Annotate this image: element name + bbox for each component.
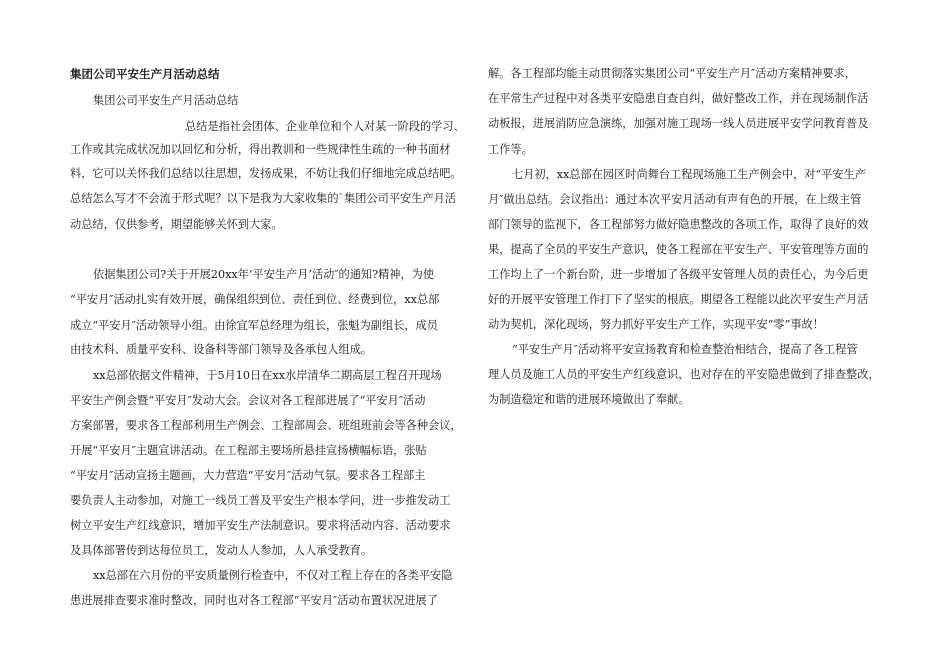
paragraph-line: 总结是指社会团体、企业单位和个人对某一阶段的学习、: [185, 120, 465, 133]
paragraph-line: “平安月″活动扎实有效开展，确保组织到位、责任到位、经费到位，xx总部: [70, 293, 440, 306]
paragraph-line: “平安月″活动宣扬主题画，大力营造“平安月″活动气氛。要求各工程部主: [70, 469, 426, 482]
paragraph-line: 成立“平安月″活动领导小组。由徐宜军总经理为组长，张魁为副组长，成员: [70, 319, 438, 332]
paragraph-line: 总结怎么写才不会流于形式呢？以下是我为大家收集的`集团公司平安生产月活: [70, 192, 456, 205]
paragraph-line: 工作或其完成状况加以回忆和分析，得出教训和一些规律性生疏的一种书面材: [70, 143, 451, 156]
paragraph-line: 动板报，进展消防应急演练，加强对施工现场一线人员进展平安学问教育普及: [488, 117, 869, 130]
paragraph-line: xx总部在六月份的平安质量例行检查中，不仅对工程上存在的各类平安隐: [93, 569, 453, 582]
paragraph-line: 工作等。: [488, 143, 533, 156]
paragraph-line: 月″做出总结。会议指出：通过本次平安月活动有声有色的开展，在上级主管: [488, 193, 862, 206]
paragraph-line: 方案部署，要求各工程部利用生产例会、工程部周会、班组班前会等各种会议，: [70, 419, 462, 432]
paragraph-line: 树立平安生产红线意识，增加平安生产法制意识。要求将活动内容、活动要求: [70, 519, 451, 532]
paragraph-line: 为制造稳定和谐的进展环境做出了奉献。: [488, 393, 690, 406]
paragraph-line: 动总结，仅供参考，期望能够关怀到大家。: [70, 218, 283, 231]
paragraph-line: 动为契机，深化现场，努力抓好平安生产工作，实现平安“零”事故！: [488, 318, 824, 331]
document-title: 集团公司平安生产月活动总结: [70, 67, 220, 81]
paragraph-line: 依据集团公司?关于开展20xx年‘平安生产月’活动″的通知?精神，为使: [93, 268, 435, 281]
paragraph-line: 在平常生产过程中对各类平安隐患自查自纠，做好整改工作，并在现场制作活: [488, 92, 869, 105]
paragraph-line: 解。各工程部均能主动贯彻落实集团公司“平安生产月″活动方案精神要求，: [488, 67, 856, 80]
paragraph-line: “平安生产月″活动将平安宣扬教育和检查整治相结合，提高了各工程管: [512, 343, 858, 356]
paragraph-line: xx总部依据文件精神，于5月10日在xx水岸清华二期高层工程召开现场: [93, 369, 442, 382]
paragraph-line: 工作均上了一个新台阶，进一步增加了各级平安管理人员的责任心，为今后更: [488, 268, 869, 281]
paragraph-line: 理人员及施工人员的平安生产红线意识，也对存在的平安隐患做到了排查整改，: [488, 368, 880, 381]
paragraph-line: 好的开展平安管理工作打下了坚实的根底。期望各工程能以此次平安生产月活: [488, 293, 869, 306]
paragraph-line: 集团公司平安生产月活动总结: [93, 94, 239, 107]
paragraph-line: 果，提高了全员的平安生产意识，使各工程部在平安生产、平安管理等方面的: [488, 243, 869, 256]
paragraph-line: 要负责人主动参加，对施工一线员工普及平安生产根本学问，进一步推发动工: [70, 494, 451, 507]
paragraph-line: 开展“平安月″主题宣讲活动。在工程部主要场所悬挂宣扬横幅标语，张贴: [70, 444, 427, 457]
paragraph-line: 七月初，xx总部在园区时尚舞台工程现场施工生产例会中，对“平安生产: [512, 168, 866, 181]
paragraph-line: 由技术科、质量平安科、设备科等部门领导及各承包人组成。: [70, 343, 373, 356]
paragraph-line: 部门领导的监视下，各工程部努力做好隐患整改的各项工作，取得了良好的效: [488, 218, 869, 231]
paragraph-line: 及具体部署传到达每位员工，发动人人参加，人人承受教育。: [70, 544, 373, 557]
paragraph-line: 患进展排查要求准时整改，同时也对各工程部“平安月″活动布置状况进展了: [70, 594, 438, 607]
paragraph-line: 平安生产例会暨“平安月″发动大会。会议对各工程部进展了“平安月″活动: [70, 394, 426, 407]
paragraph-line: 料，它可以关怀我们总结以往思想，发扬成果，不妨让我们仔细地完成总结吧。: [70, 167, 462, 180]
